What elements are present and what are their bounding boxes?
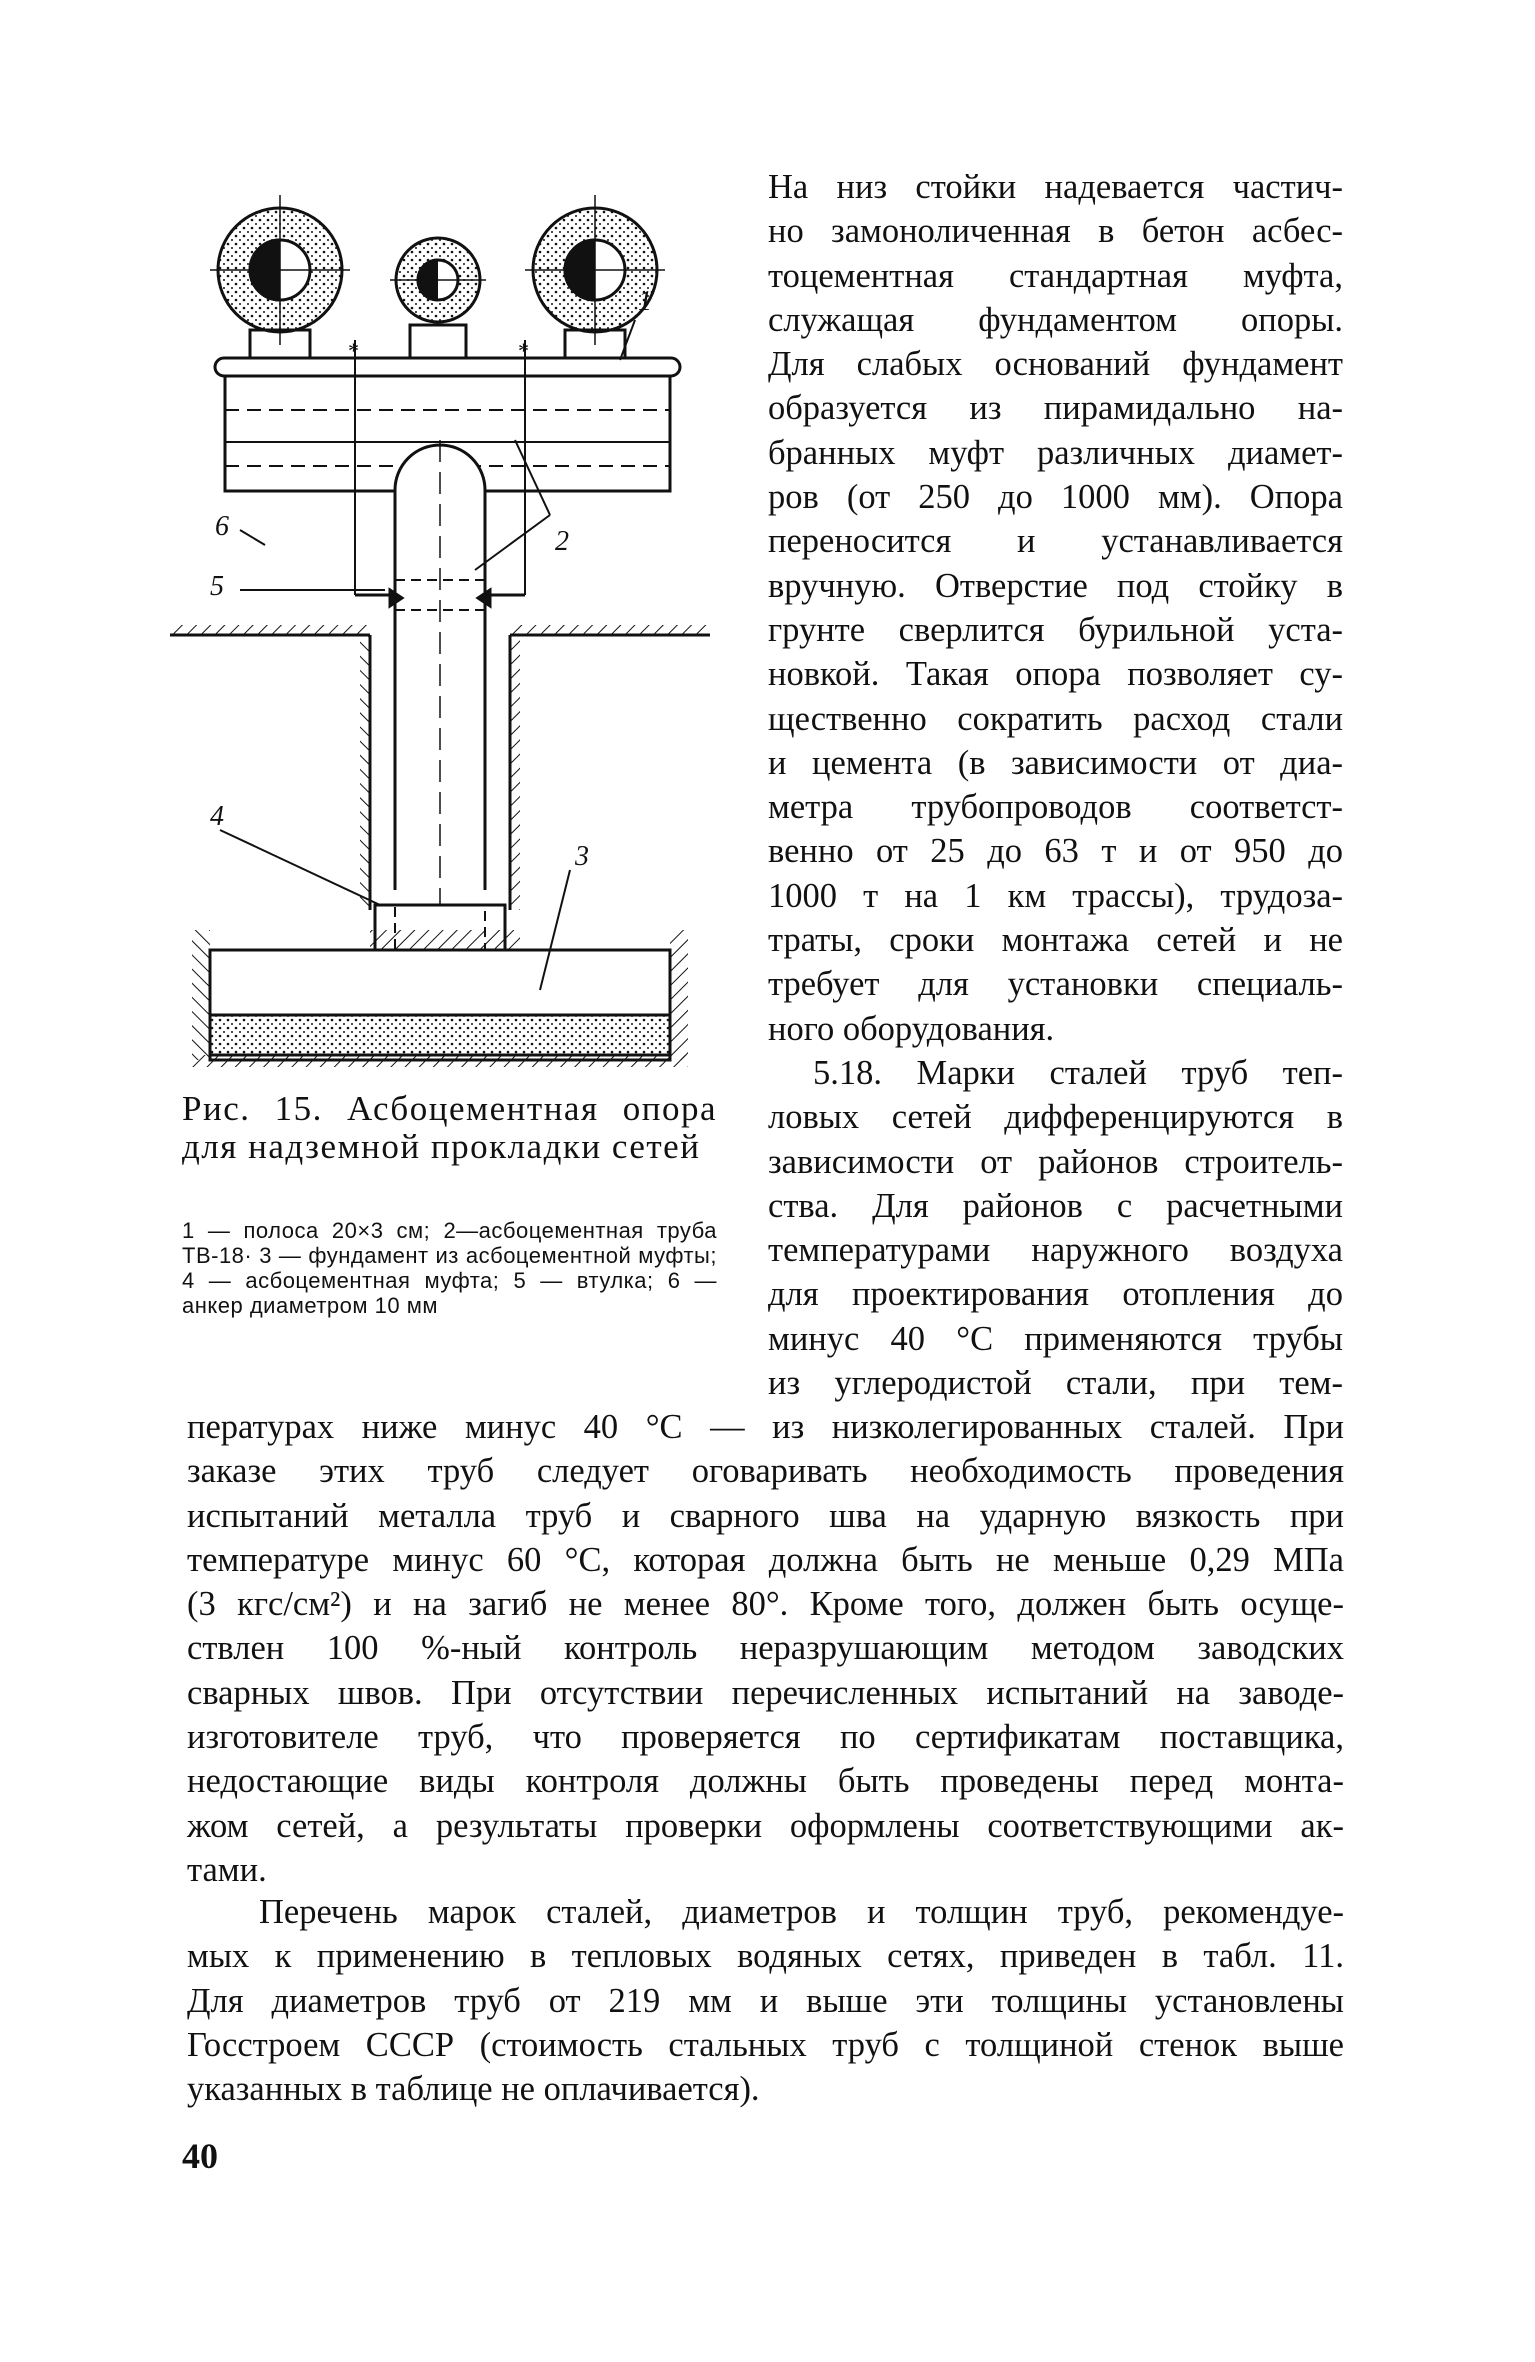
- text-line: ного оборудования.: [768, 1009, 1055, 1048]
- text-line: На низ стойки надевается частич-: [768, 168, 1343, 206]
- text-line: тами.: [187, 1850, 267, 1889]
- figure-legend: 1 — полоса 20×3 см; 2—асбоцементная труба ТВ-18· 3 — фундамент из асбоцементной муфты; 4 — асбоцементная муфта; 5 — втулка; 6 — анкер диаметром 10 мм: [182, 1218, 717, 1318]
- text-line: вручную. Отверстие под стойку в: [768, 566, 1343, 605]
- text-line: жом сетей, а результаты проверки оформлены соответствующими ак-: [187, 1806, 1344, 1845]
- callout-4: 4: [210, 801, 224, 832]
- text-line: 1000 т на 1 км трассы), трудоза-: [768, 876, 1343, 915]
- pipe-right: [525, 195, 665, 345]
- full-width-paragraph-2: [187, 1890, 1344, 2111]
- callout-1: 1: [638, 286, 652, 317]
- text-line: венно от 25 до 63 т и от 950 до: [768, 832, 1343, 871]
- svg-text:*: *: [517, 338, 528, 363]
- text-line: заказе этих труб следует оговаривать необходимость проведения: [187, 1452, 1344, 1491]
- text-line: тоцементная стандартная муфта,: [768, 256, 1343, 295]
- svg-text:*: *: [347, 338, 358, 363]
- text-line: Перечень марок сталей, диаметров и толщин труб, рекомендуе-: [259, 1893, 1344, 1931]
- full-width-paragraph-1: [187, 1405, 1344, 1892]
- text-line: изготовителе труб, что проверяется по сертификатам поставщика,: [187, 1718, 1344, 1757]
- text-line: служащая фундаментом опоры.: [768, 300, 1343, 339]
- text-line: бранных муфт различных диамет-: [768, 433, 1343, 472]
- pipe-middle: [390, 238, 486, 322]
- text-line: траты, сроки монтажа сетей и не: [768, 921, 1343, 960]
- callout-3: 3: [575, 841, 589, 872]
- text-line: Для диаметров труб от 219 мм и выше эти толщины установлены: [187, 1981, 1344, 2020]
- strip-band: [215, 358, 680, 376]
- text-line: образуется из пирамидально на-: [768, 389, 1343, 428]
- text-line: грунте сверлится бурильной уста-: [768, 610, 1343, 649]
- text-line: мых к применению в тепловых водяных сетях, приведен в табл. 11.: [187, 1937, 1344, 1976]
- section-5-18-start: 5.18. Марки сталей труб теп-: [813, 1053, 1343, 1092]
- text-line: метра трубопроводов соответст-: [768, 788, 1343, 827]
- text-line: сварных швов. При отсутствии перечисленных испытаний на заводе-: [187, 1673, 1344, 1712]
- text-line: температурами наружного воздуха: [768, 1231, 1343, 1270]
- text-line: ров (от 250 до 1000 мм). Опора: [768, 478, 1343, 517]
- text-line: указанных в таблице не оплачивается).: [187, 2070, 760, 2109]
- text-line: ствлен 100 %-ный контроль неразрушающим методом заводских: [187, 1629, 1344, 1668]
- text-line: Для слабых оснований фундамент: [768, 345, 1343, 384]
- text-line: минус 40 °С применяются трубы: [768, 1319, 1343, 1358]
- text-line: зависимости от районов строитель-: [768, 1142, 1343, 1181]
- pipe-left: [210, 195, 350, 345]
- text-line: щественно сократить расход стали: [768, 699, 1343, 738]
- text-line: температуре минус 60 °С, которая должна быть не меньше 0,29 МПа: [187, 1540, 1344, 1579]
- text-line: испытаний металла труб и сварного шва на ударную вязкость при: [187, 1496, 1344, 1535]
- text-line: ловых сетей дифференцируются в: [768, 1098, 1343, 1137]
- text-line: для проектирования отопления до: [768, 1275, 1343, 1314]
- text-line: ства. Для районов с расчетными: [768, 1186, 1343, 1225]
- text-line: Госстроем СССР (стоимость стальных труб с толщиной стенок выше: [187, 2025, 1344, 2064]
- text-line: из углеродистой стали, при тем-: [768, 1364, 1343, 1403]
- text-line: (3 кгс/см²) и на загиб не менее 80°. Кроме того, должен быть осуще-: [187, 1585, 1344, 1624]
- text-line: новкой. Такая опора позволяет су-: [768, 655, 1343, 694]
- text-line: требует для установки специаль-: [768, 965, 1343, 1004]
- text-line: переносится и устанавливается: [768, 522, 1343, 561]
- text-line: недостающие виды контроля должны быть проведены перед монта-: [187, 1762, 1344, 1801]
- callout-2: 2: [555, 526, 569, 557]
- page-number: 40: [182, 2136, 218, 2176]
- callout-5: 5: [210, 571, 224, 602]
- support-drawing: [170, 170, 730, 1070]
- right-column-text: [768, 165, 1343, 1405]
- figure-asbestos-cement-support: [170, 170, 730, 1070]
- callout-6: 6: [215, 511, 229, 542]
- figure-caption-title: Рис. 15. Асбоцементная опора для надземной прокладки сетей: [182, 1089, 717, 1166]
- text-line: но замоноличенная в бетон асбес-: [768, 212, 1343, 251]
- text-line: и цемента (в зависимости от диа-: [768, 743, 1343, 782]
- text-line: пературах ниже минус 40 °С — из низколегированных сталей. При: [187, 1408, 1344, 1446]
